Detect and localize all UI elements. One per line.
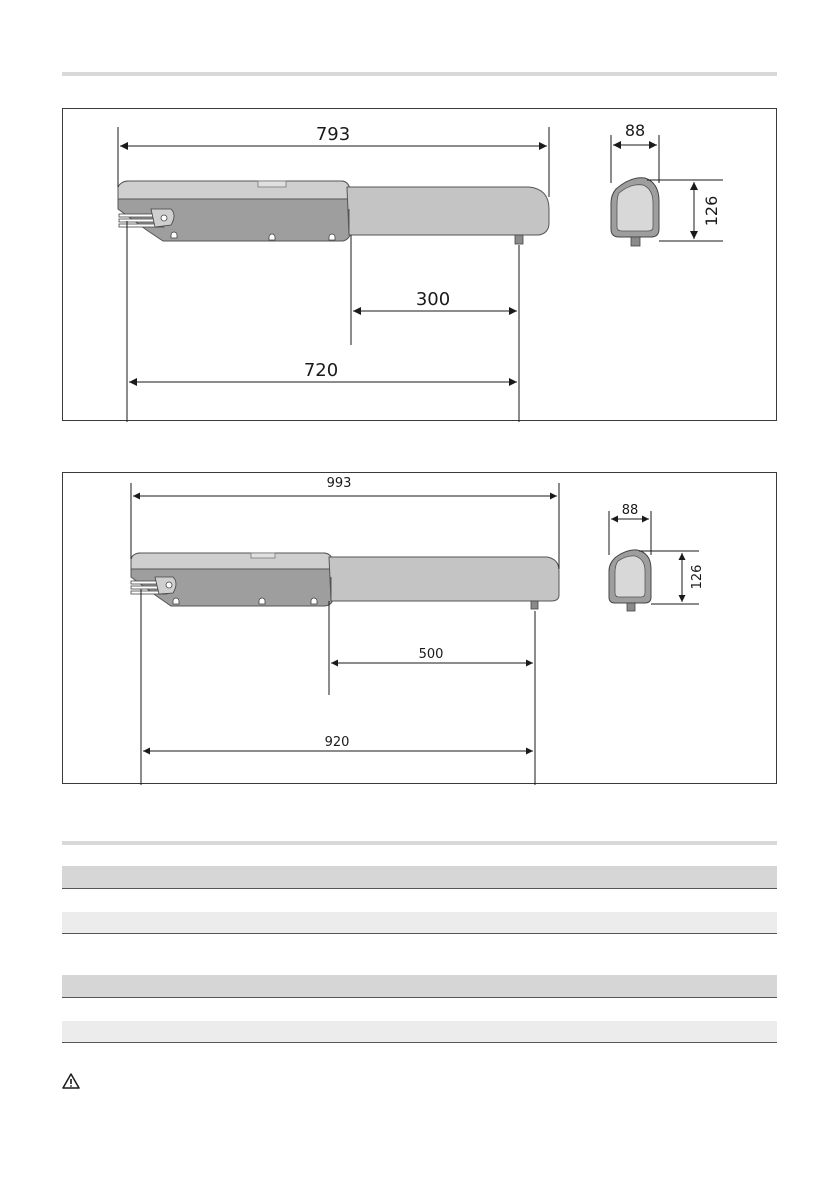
section-height-label: 126 [702,195,721,227]
actuator-cross-section [611,178,659,246]
table-2-row [62,997,777,998]
stroke-label: 300 [415,289,451,310]
overall-length-label: 993 [326,476,352,491]
table-1-row [62,888,777,889]
table-1-row [62,912,777,933]
section-width-label: 88 [624,121,646,140]
warning-triangle-icon [62,1073,80,1089]
section-height-label: 126 [690,564,705,590]
fixing-distance-label: 920 [324,735,350,750]
stroke-label: 500 [418,647,444,662]
header-rule [62,72,777,76]
table-2-row [62,1042,777,1043]
section-width-label: 88 [621,503,639,518]
diagram-panel-1 [62,108,777,421]
actuator-side-view [131,553,559,609]
table-1-row [62,933,777,934]
actuator-side-view [118,181,549,244]
diagram-1-drawing [63,109,778,422]
table-2-header [62,975,777,997]
actuator-cross-section [609,550,651,611]
diagram-panel-2 [62,472,777,784]
section-rule [62,841,777,845]
table-2-row [62,1021,777,1042]
table-1-header [62,866,777,888]
fixing-distance-label: 720 [303,360,339,381]
overall-length-label: 793 [315,124,351,145]
diagram-2-drawing [63,473,778,785]
